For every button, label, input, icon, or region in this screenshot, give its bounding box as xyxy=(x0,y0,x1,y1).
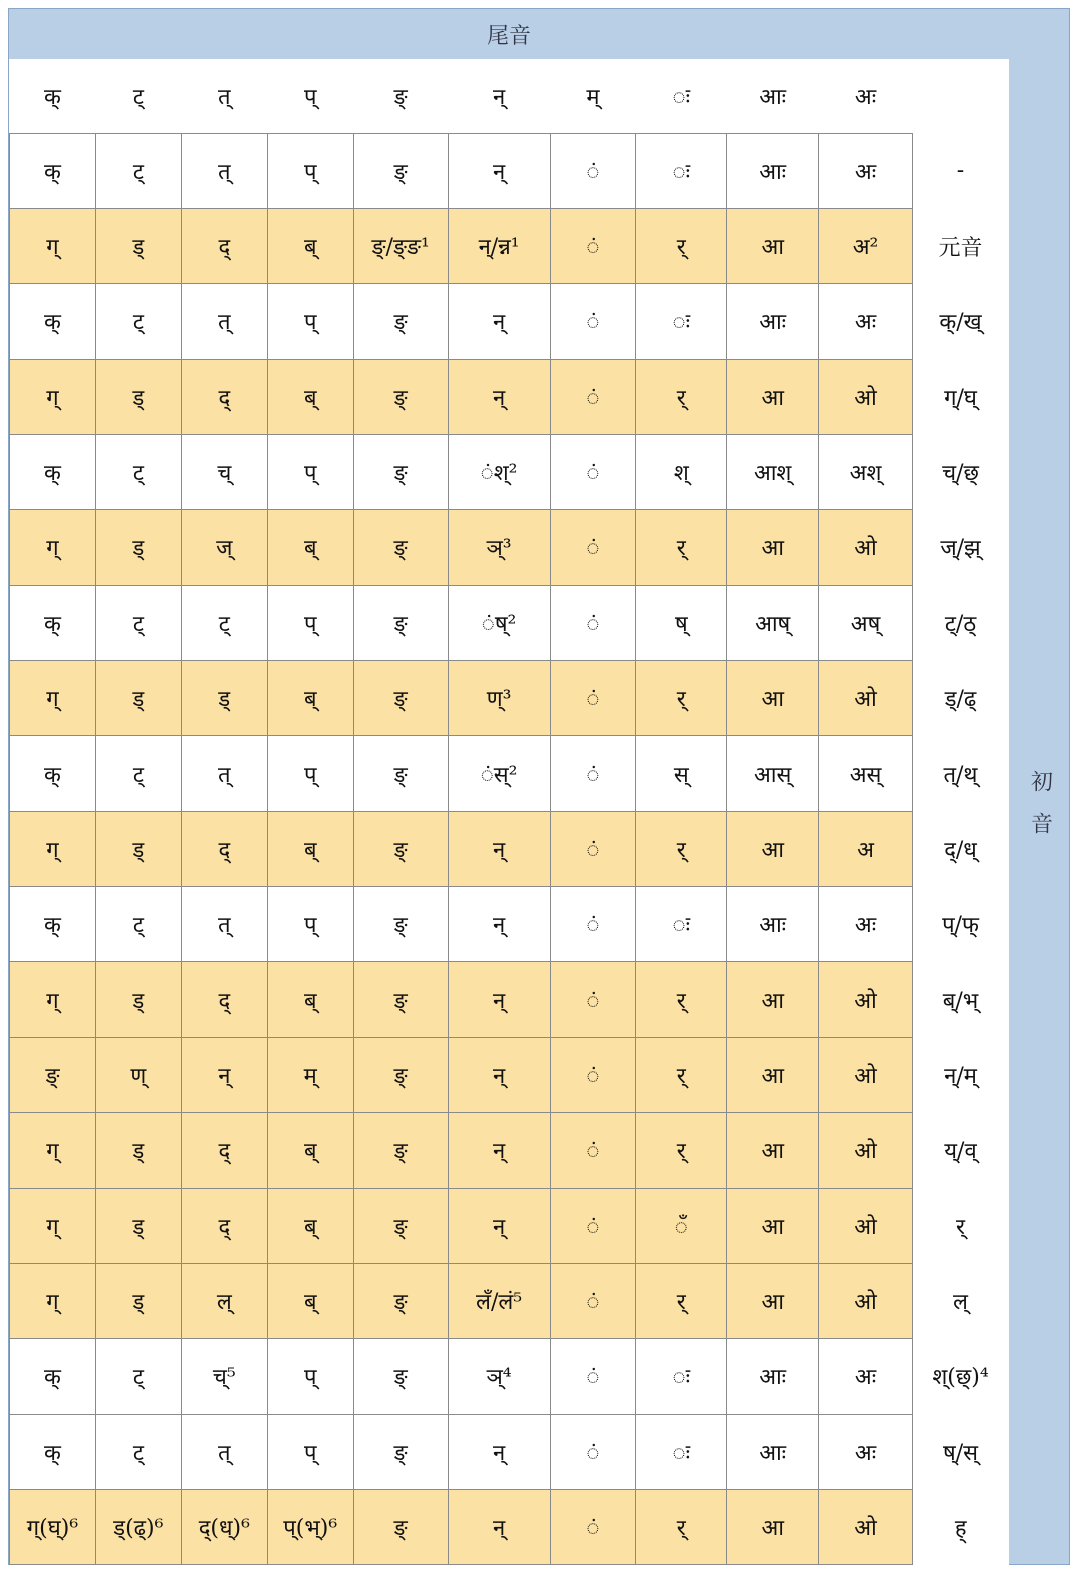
table-row xyxy=(10,887,1009,962)
table-cell: ग् xyxy=(10,811,96,886)
table-cell: न् xyxy=(448,1037,550,1112)
table-cell: ओ xyxy=(819,1263,913,1338)
table-cell: न् xyxy=(448,962,550,1037)
table-cell: ं xyxy=(550,736,636,811)
table-cell: क् xyxy=(10,585,96,660)
table-cell: आ xyxy=(727,1188,819,1263)
table-cell: द् xyxy=(181,1188,267,1263)
initial-sound-label: प्/फ् xyxy=(913,887,1009,962)
table-cell: ंस्² xyxy=(448,736,550,811)
table-row xyxy=(10,736,1009,811)
table-cell: ं xyxy=(550,1263,636,1338)
table-cell: स् xyxy=(636,736,727,811)
table-cell: आश् xyxy=(727,434,819,509)
table-cell: ओ xyxy=(819,510,913,585)
table-row xyxy=(10,585,1009,660)
corner-cell xyxy=(913,59,1009,133)
table-cell: र् xyxy=(636,359,727,434)
table-row xyxy=(10,359,1009,434)
table-cell: ड् xyxy=(95,1188,181,1263)
table-row xyxy=(10,1339,1009,1414)
table-cell: द् xyxy=(181,359,267,434)
table-cell: न् xyxy=(448,1113,550,1188)
table-cell: क् xyxy=(10,887,96,962)
table-cell: ङ् xyxy=(353,1414,448,1489)
table-cell: प् xyxy=(267,133,353,208)
initial-sound-label: ष्/स् xyxy=(913,1414,1009,1489)
table-cell: त् xyxy=(181,133,267,208)
table-cell: प् xyxy=(267,1339,353,1414)
table-cell: ङ् xyxy=(353,133,448,208)
table-cell: त् xyxy=(181,1414,267,1489)
table-cell: ड् xyxy=(95,811,181,886)
table-cell: ष् xyxy=(636,585,727,660)
table-cell: ड् xyxy=(95,510,181,585)
sandhi-table-frame xyxy=(8,8,1070,1565)
table-cell: र् xyxy=(636,661,727,736)
table-row xyxy=(10,133,1009,208)
table-cell: च् xyxy=(181,434,267,509)
table-cell: ङ् xyxy=(10,1037,96,1112)
table-row xyxy=(10,510,1009,585)
table-cell: ओ xyxy=(819,1188,913,1263)
table-cell: ट् xyxy=(95,1339,181,1414)
table-cell: ब् xyxy=(267,661,353,736)
table-cell: आः xyxy=(727,133,819,208)
table-cell: प् xyxy=(267,284,353,359)
table-cell: न् xyxy=(448,1489,550,1564)
table-cell: ङ् xyxy=(353,1188,448,1263)
table-cell: ङ् xyxy=(353,1263,448,1338)
table-cell: अ² xyxy=(819,208,913,283)
table-cell: ङ् xyxy=(353,736,448,811)
table-cell: क् xyxy=(10,1339,96,1414)
table-cell: प् xyxy=(267,434,353,509)
final-sound-cell: प् xyxy=(303,84,317,110)
table-cell: अस् xyxy=(819,736,913,811)
table-cell: ं xyxy=(550,208,636,283)
table-cell: अश् xyxy=(819,434,913,509)
table-cell: ं xyxy=(550,962,636,1037)
table-cell: आ xyxy=(727,510,819,585)
table-cell: ङ् xyxy=(353,1339,448,1414)
initial-sound-label: ब्/भ् xyxy=(913,962,1009,1037)
table-cell: ः xyxy=(636,284,727,359)
table-cell: प् xyxy=(267,887,353,962)
table-cell: ङ् xyxy=(353,510,448,585)
table-cell: र् xyxy=(636,1263,727,1338)
table-cell: क् xyxy=(10,736,96,811)
table-cell: ड् xyxy=(95,208,181,283)
table-cell: र् xyxy=(636,510,727,585)
initial-sound-label: ग्/घ् xyxy=(913,359,1009,434)
table-cell: द् xyxy=(181,962,267,1037)
table-cell: र् xyxy=(636,811,727,886)
initial-sound-label: द्/ध् xyxy=(913,811,1009,886)
table-cell: ः xyxy=(636,887,727,962)
table-cell: ण् xyxy=(95,1037,181,1112)
table-cell: ं xyxy=(550,1339,636,1414)
initial-sound-label: - xyxy=(913,133,1009,208)
table-cell: ं xyxy=(550,1113,636,1188)
table-cell: ङ् xyxy=(353,1489,448,1564)
initial-sound-label: ट्/ठ् xyxy=(913,585,1009,660)
table-cell: ओ xyxy=(819,1113,913,1188)
table-cell: ड् xyxy=(95,1263,181,1338)
table-cell: ब् xyxy=(267,510,353,585)
table-cell: ङ् xyxy=(353,1113,448,1188)
table-cell: ङ् xyxy=(353,962,448,1037)
table-row xyxy=(10,1037,1009,1112)
table-cell: ट् xyxy=(95,585,181,660)
final-sound-cell: ः xyxy=(672,84,691,110)
table-cell: लँ/लं⁵ xyxy=(448,1263,550,1338)
table-cell: ब् xyxy=(267,1113,353,1188)
table-cell: र् xyxy=(636,208,727,283)
table-cell: ट् xyxy=(95,284,181,359)
table-cell: म् xyxy=(267,1037,353,1112)
table-row xyxy=(10,1188,1009,1263)
table-cell: न्/न्न¹ xyxy=(448,208,550,283)
initial-sound-label: र् xyxy=(913,1188,1009,1263)
table-cell: त् xyxy=(181,284,267,359)
final-sound-cell: क् xyxy=(44,84,61,110)
initial-sound-label: ल् xyxy=(913,1263,1009,1338)
table-cell: ङ् xyxy=(353,811,448,886)
table-cell: ट् xyxy=(181,585,267,660)
table-cell: ड् xyxy=(95,359,181,434)
table-cell: ग् xyxy=(10,1188,96,1263)
table-cell: त् xyxy=(181,736,267,811)
table-cell: न् xyxy=(448,359,550,434)
table-cell: ब् xyxy=(267,359,353,434)
table-area xyxy=(9,59,1009,1565)
final-sounds-row xyxy=(10,59,1009,133)
table-cell: क् xyxy=(10,434,96,509)
table-cell: ब् xyxy=(267,962,353,1037)
table-row xyxy=(10,284,1009,359)
table-cell: ः xyxy=(636,1339,727,1414)
table-cell: ड् xyxy=(181,661,267,736)
table-cell: अः xyxy=(819,284,913,359)
table-cell: ग् xyxy=(10,1113,96,1188)
table-cell: आः xyxy=(727,887,819,962)
final-sound-cell: ट् xyxy=(132,84,144,110)
table-row xyxy=(10,1263,1009,1338)
table-cell: आ xyxy=(727,359,819,434)
table-cell: अः xyxy=(819,887,913,962)
initial-sound-label: य्/व् xyxy=(913,1113,1009,1188)
table-cell: प् xyxy=(267,736,353,811)
table-cell: अः xyxy=(819,1414,913,1489)
sandhi-table xyxy=(9,59,1009,1565)
table-cell: ब् xyxy=(267,208,353,283)
final-sound-cell: अः xyxy=(854,84,877,110)
initial-sound-header xyxy=(1009,59,1071,1565)
table-cell: ं xyxy=(550,133,636,208)
table-cell: अः xyxy=(819,1339,913,1414)
table-cell: द् xyxy=(181,1113,267,1188)
table-cell: आ xyxy=(727,1113,819,1188)
table-cell: ओ xyxy=(819,962,913,1037)
table-cell: ग्(घ्)⁶ xyxy=(10,1489,96,1564)
table-cell: ज् xyxy=(181,510,267,585)
table-cell: ंष्² xyxy=(448,585,550,660)
table-cell: प् xyxy=(267,1414,353,1489)
table-cell: आ xyxy=(727,811,819,886)
table-cell: ः xyxy=(636,1414,727,1489)
table-cell: ङ् xyxy=(353,359,448,434)
table-cell: ं xyxy=(550,434,636,509)
table-cell: र् xyxy=(636,1489,727,1564)
table-row xyxy=(10,811,1009,886)
table-cell: द् xyxy=(181,811,267,886)
table-cell: अष् xyxy=(819,585,913,660)
table-cell: प् xyxy=(267,585,353,660)
table-cell: ग् xyxy=(10,962,96,1037)
table-cell: ल् xyxy=(181,1263,267,1338)
table-cell: ँ xyxy=(636,1188,727,1263)
table-cell: ओ xyxy=(819,661,913,736)
table-cell: आः xyxy=(727,1414,819,1489)
table-cell: अ xyxy=(819,811,913,886)
table-cell: आ xyxy=(727,1489,819,1564)
table-cell: च्⁵ xyxy=(181,1339,267,1414)
table-cell: न् xyxy=(448,811,550,886)
initial-sound-label: त्/थ् xyxy=(913,736,1009,811)
table-cell: न् xyxy=(448,133,550,208)
table-cell: ङ् xyxy=(353,434,448,509)
table-cell: श् xyxy=(636,434,727,509)
table-cell: न् xyxy=(448,1414,550,1489)
final-sound-cell: म् xyxy=(586,84,600,110)
table-cell: ञ्³ xyxy=(448,510,550,585)
final-sound-header: 尾音 xyxy=(486,23,531,49)
table-cell: ं xyxy=(550,585,636,660)
table-cell: द्(ध्)⁶ xyxy=(181,1489,267,1564)
table-cell: ओ xyxy=(819,1037,913,1112)
table-cell: ङ् xyxy=(353,887,448,962)
final-sound-cell: आः xyxy=(759,84,787,110)
table-cell: ङ् xyxy=(353,661,448,736)
table-cell: ओ xyxy=(819,359,913,434)
initial-sound-label: श्(छ्)⁴ xyxy=(913,1339,1009,1414)
final-sound-cell: ङ् xyxy=(393,84,408,110)
table-cell: आस् xyxy=(727,736,819,811)
table-row xyxy=(10,962,1009,1037)
table-cell: आ xyxy=(727,962,819,1037)
table-cell: आ xyxy=(727,661,819,736)
table-cell: ं xyxy=(550,1489,636,1564)
table-row xyxy=(10,1414,1009,1489)
table-cell: ं xyxy=(550,359,636,434)
table-cell: ं xyxy=(550,510,636,585)
table-cell: क् xyxy=(10,1414,96,1489)
initial-sound-label: ह् xyxy=(913,1489,1009,1564)
table-cell: ड् xyxy=(95,661,181,736)
table-cell: र् xyxy=(636,1037,727,1112)
table-cell: ब् xyxy=(267,1188,353,1263)
table-cell: आ xyxy=(727,208,819,283)
table-cell: ड् xyxy=(95,1113,181,1188)
table-cell: ग् xyxy=(10,510,96,585)
initial-sound-label: ड्/ढ् xyxy=(913,661,1009,736)
table-cell: ञ्⁴ xyxy=(448,1339,550,1414)
table-cell: आष् xyxy=(727,585,819,660)
table-cell: र् xyxy=(636,962,727,1037)
table-cell: ग् xyxy=(10,661,96,736)
table-cell: ड्(ढ्)⁶ xyxy=(95,1489,181,1564)
table-cell: ं xyxy=(550,887,636,962)
table-cell: ं xyxy=(550,811,636,886)
table-cell: प्(भ्)⁶ xyxy=(267,1489,353,1564)
table-cell: ट् xyxy=(95,887,181,962)
table-cell: ङ्/ङ्ङ¹ xyxy=(353,208,448,283)
table-cell: न् xyxy=(448,284,550,359)
table-cell: ड् xyxy=(95,962,181,1037)
table-row xyxy=(10,434,1009,509)
final-sound-cell: न् xyxy=(492,84,506,110)
table-cell: ंश्² xyxy=(448,434,550,509)
table-cell: ओ xyxy=(819,1489,913,1564)
table-cell: ं xyxy=(550,1188,636,1263)
table-cell: ग् xyxy=(10,208,96,283)
table-cell: ः xyxy=(636,133,727,208)
final-sound-cell: त् xyxy=(218,84,231,110)
initial-sound-label: 元音 xyxy=(913,208,1009,283)
table-cell: त् xyxy=(181,887,267,962)
table-cell: ट् xyxy=(95,133,181,208)
table-cell: ङ् xyxy=(353,585,448,660)
table-cell: ं xyxy=(550,284,636,359)
table-row xyxy=(10,1113,1009,1188)
table-cell: आ xyxy=(727,1263,819,1338)
table-cell: र् xyxy=(636,1113,727,1188)
table-cell: क् xyxy=(10,284,96,359)
table-cell: द् xyxy=(181,208,267,283)
table-cell: ं xyxy=(550,661,636,736)
table-cell: ङ् xyxy=(353,284,448,359)
table-cell: अः xyxy=(819,133,913,208)
table-cell: ब् xyxy=(267,811,353,886)
table-cell: ग् xyxy=(10,1263,96,1338)
table-cell: ं xyxy=(550,1414,636,1489)
table-cell: क् xyxy=(10,133,96,208)
initial-sound-label: च्/छ् xyxy=(913,434,1009,509)
table-cell: न् xyxy=(448,887,550,962)
table-cell: ट् xyxy=(95,1414,181,1489)
table-cell: न् xyxy=(181,1037,267,1112)
table-cell: ण्³ xyxy=(448,661,550,736)
table-row xyxy=(10,208,1009,283)
table-cell: ब् xyxy=(267,1263,353,1338)
table-cell: न् xyxy=(448,1188,550,1263)
table-cell: ं xyxy=(550,1037,636,1112)
table-cell: ट् xyxy=(95,736,181,811)
initial-sound-label: ज्/झ् xyxy=(913,510,1009,585)
initial-sound-header-text: 初音 xyxy=(1027,770,1053,854)
table-cell: आः xyxy=(727,284,819,359)
table-cell: आ xyxy=(727,1037,819,1112)
table-cell: ङ् xyxy=(353,1037,448,1112)
table-row xyxy=(10,661,1009,736)
table-cell: ट् xyxy=(95,434,181,509)
table-row xyxy=(10,1489,1009,1564)
table-cell: आः xyxy=(727,1339,819,1414)
initial-sound-label: क्/ख् xyxy=(913,284,1009,359)
initial-sound-label: न्/म् xyxy=(913,1037,1009,1112)
table-cell: ग् xyxy=(10,359,96,434)
